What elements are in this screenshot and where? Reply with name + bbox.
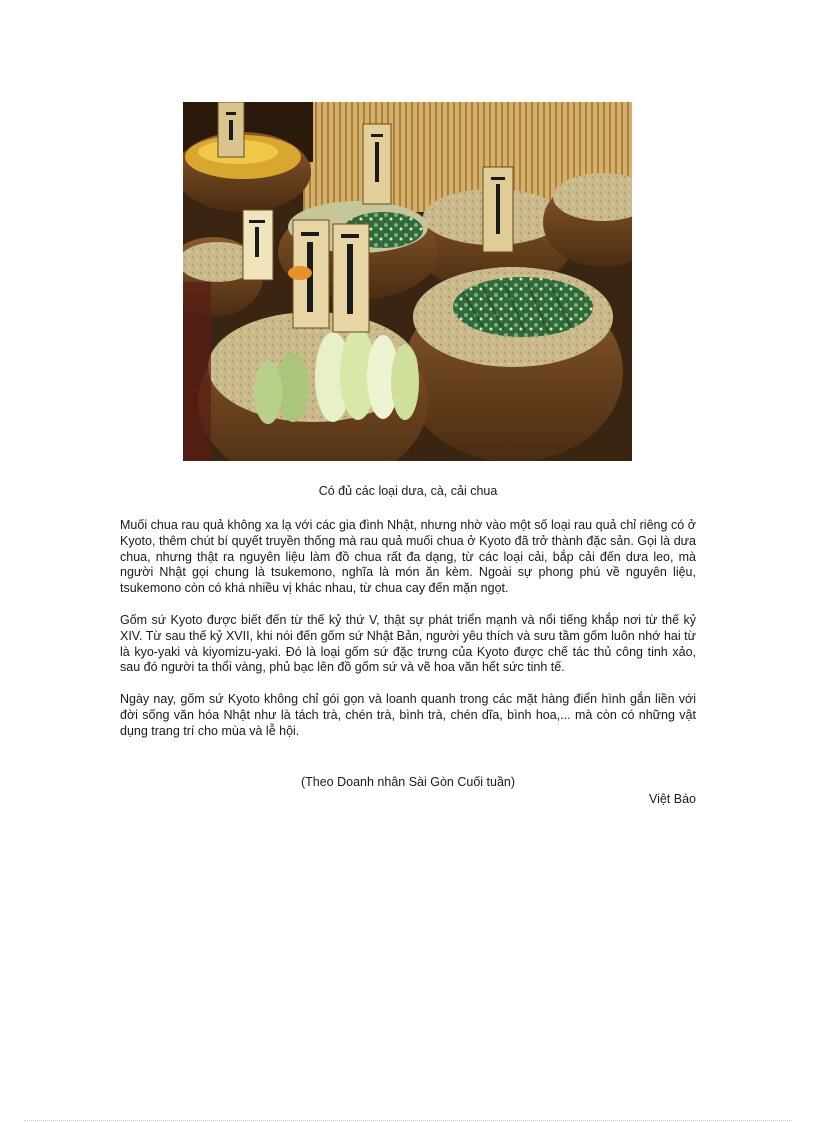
author-credit: Việt Báo bbox=[648, 792, 696, 806]
tsukemono-photo bbox=[183, 102, 632, 461]
paragraph-tsukemono: Muối chua rau quả không xa lạ với các gia đình Nhật, nhưng nhờ vào một số loại rau quả chỉ riêng có ở Kyoto, thêm chút bí quyết truyền thống mà rau quả muối chua ở Kyoto đã trở thành đặc sản. Gọi là dưa chua, nhưng thật ra nguyên liệu làm đồ chua rất đa dạng, từ các loại cải, bắp cải đến dưa leo, mà người Nhật gọi chung là tsukemono, nghĩa là món ăn kèm. Ngoài sự phong phú về nguyên liệu, tsukemono còn có khá nhiều vị khác nhau, từ chua cay đến mặn ngọt. bbox=[120, 518, 696, 596]
source-credit: (Theo Doanh nhân Sài Gòn Cuối tuần) bbox=[300, 775, 516, 789]
paragraph-ceramics-today: Ngày nay, gốm sứ Kyoto không chỉ gói gọn và loanh quanh trong các mặt hàng điển hình gắn liền với đời sống văn hóa Nhật như là tách trà, chén trà, bình trà, chén dĩa, bình hoa,... mà còn có những vật dụng trang trí cho mùa và lễ hội. bbox=[120, 692, 696, 738]
page-bottom-rule bbox=[24, 1120, 792, 1121]
tsukemono-photo-art bbox=[183, 102, 632, 461]
photo-caption: Có đủ các loại dưa, cà, cải chua bbox=[318, 484, 498, 498]
paragraph-ceramics-history: Gốm sứ Kyoto được biết đến từ thế kỷ thứ V, thật sự phát triển mạnh và nổi tiếng khắp nơi từ thế kỷ XIV. Từ sau thế kỷ XVII, khi nói đến gốm sứ Nhật Bản, người yêu thích và sưu tầm gốm luôn nhớ hai từ là kyo-yaki và kiyomizu-yaki. Đó là loại gốm sứ đặc trưng của Kyoto được chế tác thủ công tinh xảo, sau đó người ta thổi vàng, phủ bạc lên đồ gốm sứ và vẽ hoa văn hết sức tinh tế. bbox=[120, 612, 696, 675]
article-body bbox=[120, 518, 696, 756]
